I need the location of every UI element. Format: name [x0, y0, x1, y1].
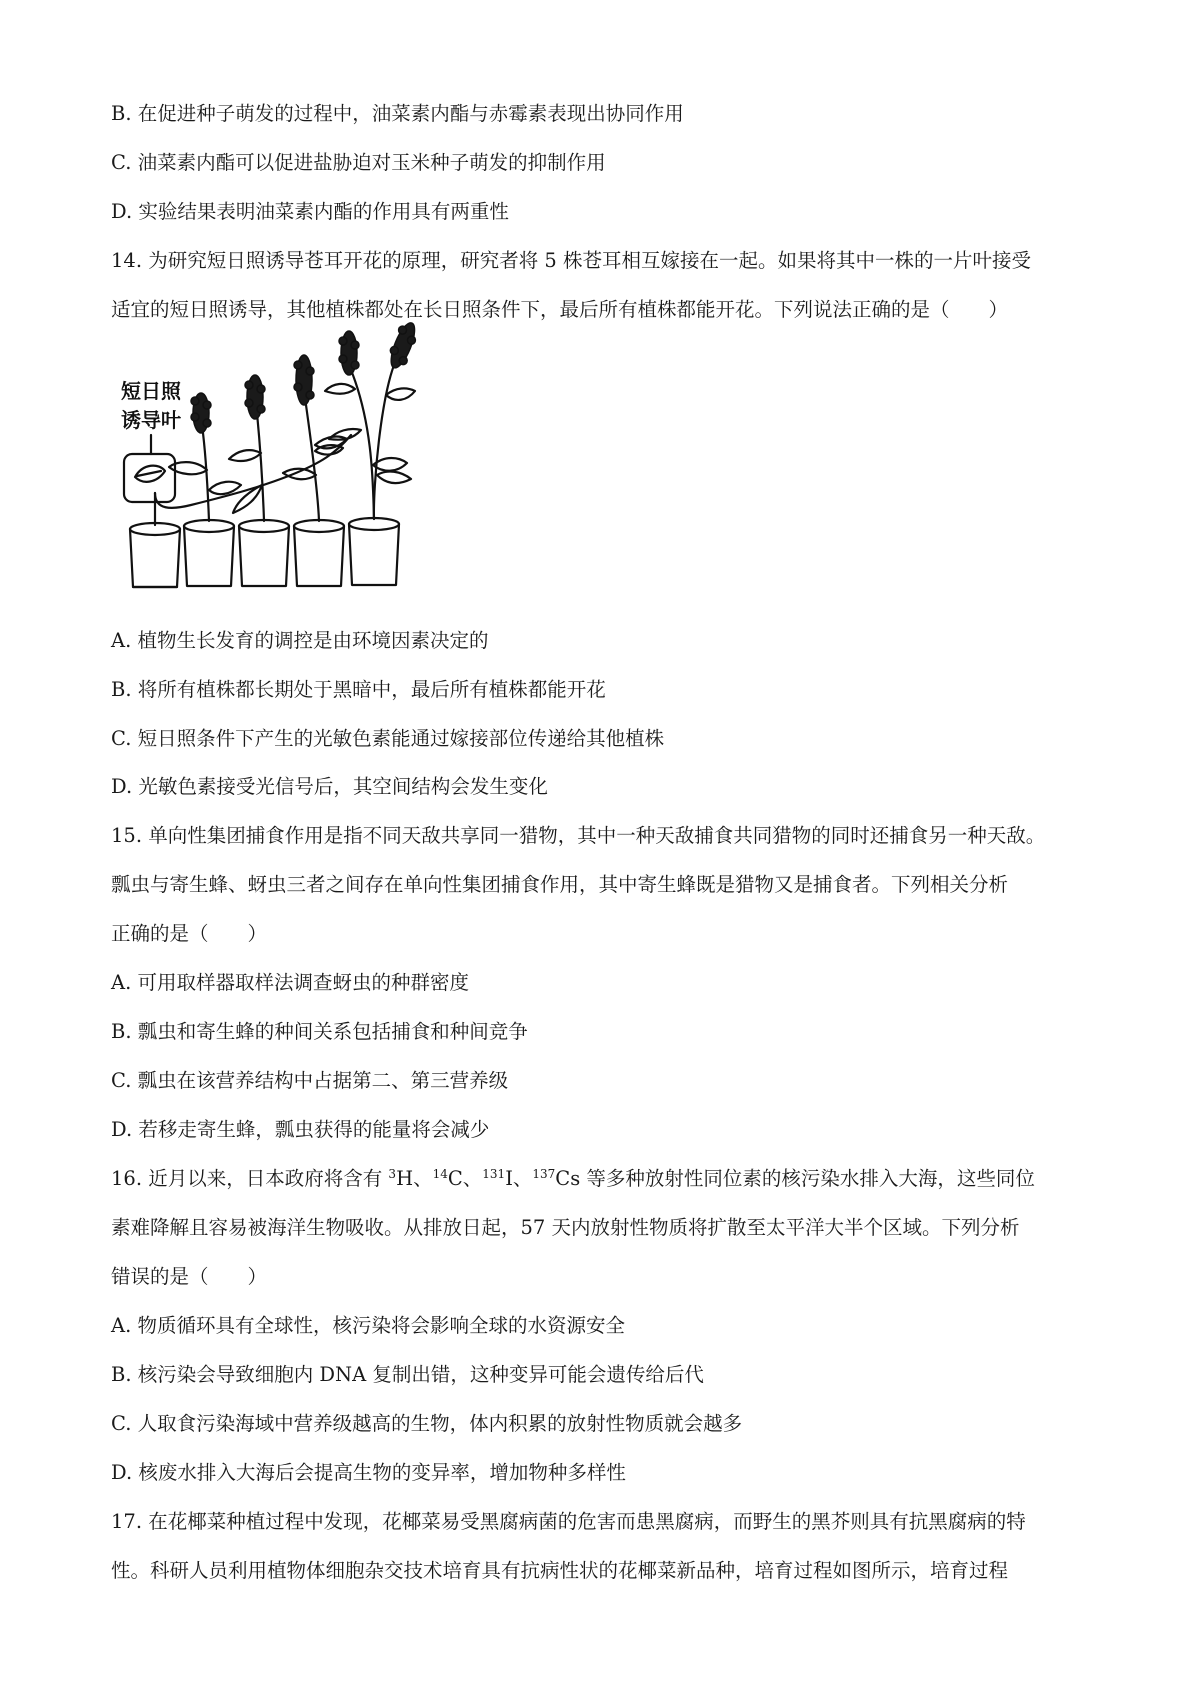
q16-stem-suffix: 等多种放射性同位素的核污染水排入大海，这些同位 [580, 1167, 1035, 1190]
q15-option-c: C. 瓢虫在该营养结构中占据第二、第三营养级 [111, 1069, 509, 1092]
q15-stem-line1: 15. 单向性集团捕食作用是指不同天敌共享同一猎物，其中一种天敌捕食共同猎物的同时还捕食另一种天敌。 [111, 824, 1046, 847]
isotope-h-symbol: H、 [396, 1167, 433, 1190]
q16-option-a: A. 物质循环具有全球性，核污染将会影响全球的水资源安全 [111, 1314, 625, 1337]
stem-5 [351, 370, 374, 519]
isotope-c-mass: 14 [432, 1167, 448, 1181]
q14-option-d: D. 光敏色素接受光信号后，其空间结构会发生变化 [111, 775, 548, 798]
q13-option-d: D. 实验结果表明油菜素内酯的作用具有两重性 [111, 200, 509, 223]
q16-stem-line1 [111, 1165, 1035, 1193]
q14-option-b: B. 将所有植株都长期处于黑暗中，最后所有植株都能开花 [111, 678, 606, 701]
flower-spike-2 [191, 393, 211, 433]
pot-3 [239, 520, 289, 586]
q16-stem-line2: 素难降解且容易被海洋生物吸收。从排放日起，57 天内放射性物质将扩散至太平洋大半个区域。下列分析 [111, 1216, 1020, 1239]
q16-option-b: B. 核污染会导致细胞内 DNA 复制出错，这种变异可能会遗传给后代 [111, 1363, 704, 1386]
flower-spike-4 [294, 355, 314, 405]
pot-4 [294, 520, 344, 586]
q15-option-b: B. 瓢虫和寄生蜂的种间关系包括捕食和种间竞争 [111, 1020, 528, 1043]
figure-label-line2: 诱导叶 [121, 408, 181, 432]
q15-option-a: A. 可用取样器取样法调查蚜虫的种群密度 [111, 971, 469, 994]
q16-stem-line3: 错误的是（ ） [111, 1265, 268, 1288]
isotope-cs-symbol: Cs [555, 1167, 581, 1190]
q16-option-d: D. 核废水排入大海后会提高生物的变异率，增加物种多样性 [111, 1461, 626, 1484]
q17-stem-line2: 性。科研人员利用植物体细胞杂交技术培育具有抗病性状的花椰菜新品种，培育过程如图所示，培育过程 [111, 1559, 1009, 1582]
q14-option-c: C. 短日照条件下产生的光敏色素能通过嫁接部位传递给其他植株 [111, 727, 665, 750]
pot-2 [184, 520, 234, 586]
q15-option-d: D. 若移走寄生蜂，瓢虫获得的能量将会减少 [111, 1118, 490, 1141]
q13-option-b: B. 在促进种子萌发的过程中，油菜素内酯与赤霉素表现出协同作用 [111, 102, 684, 125]
q14-grafted-plants-figure [111, 335, 451, 613]
q13-option-c: C. 油菜素内酯可以促进盐胁迫对玉米种子萌发的抑制作用 [111, 151, 606, 174]
q15-stem-line3: 正确的是（ ） [111, 922, 268, 945]
q14-option-a: A. 植物生长发育的调控是由环境因素决定的 [111, 629, 489, 652]
flower-spikes [191, 319, 421, 433]
induced-leaf-box [124, 454, 175, 502]
isotope-i-symbol: I、 [505, 1167, 533, 1190]
q14-stem-line1: 14. 为研究短日照诱导苍耳开花的原理，研究者将 5 株苍耳相互嫁接在一起。如果将其中一株的一片叶接受 [111, 249, 1032, 272]
flower-spike-3 [245, 375, 265, 419]
flower-spike-5b [385, 319, 422, 371]
isotope-c-symbol: C、 [447, 1167, 483, 1190]
q16-option-c: C. 人取食污染海域中营养级越高的生物，体内积累的放射性物质就会越多 [111, 1412, 743, 1435]
pot-1 [130, 523, 180, 587]
isotope-h-mass: 3 [388, 1167, 397, 1181]
stem-3 [257, 413, 264, 521]
q14-stem-line2: 适宜的短日照诱导，其他植株都处在长日照条件下，最后所有植株都能开花。下列说法正确的是（ ） [111, 298, 1009, 321]
q17-stem-line1: 17. 在花椰菜种植过程中发现，花椰菜易受黑腐病菌的危害而患黑腐病，而野生的黑芥则具有抗黑腐病的特 [111, 1510, 1026, 1533]
flower-spike-5a [339, 331, 359, 375]
q16-stem-prefix: 16. 近月以来，日本政府将含有 [111, 1167, 389, 1190]
pot-5 [349, 518, 399, 585]
plants-illustration [111, 335, 451, 613]
q15-stem-line2: 瓢虫与寄生蜂、蚜虫三者之间存在单向性集团捕食作用，其中寄生蜂既是猎物又是捕食者。下列相关分析 [111, 873, 1009, 896]
figure-label-line1: 短日照 [121, 379, 181, 403]
isotope-cs-mass: 137 [532, 1167, 556, 1181]
isotope-i-mass: 131 [482, 1167, 506, 1181]
